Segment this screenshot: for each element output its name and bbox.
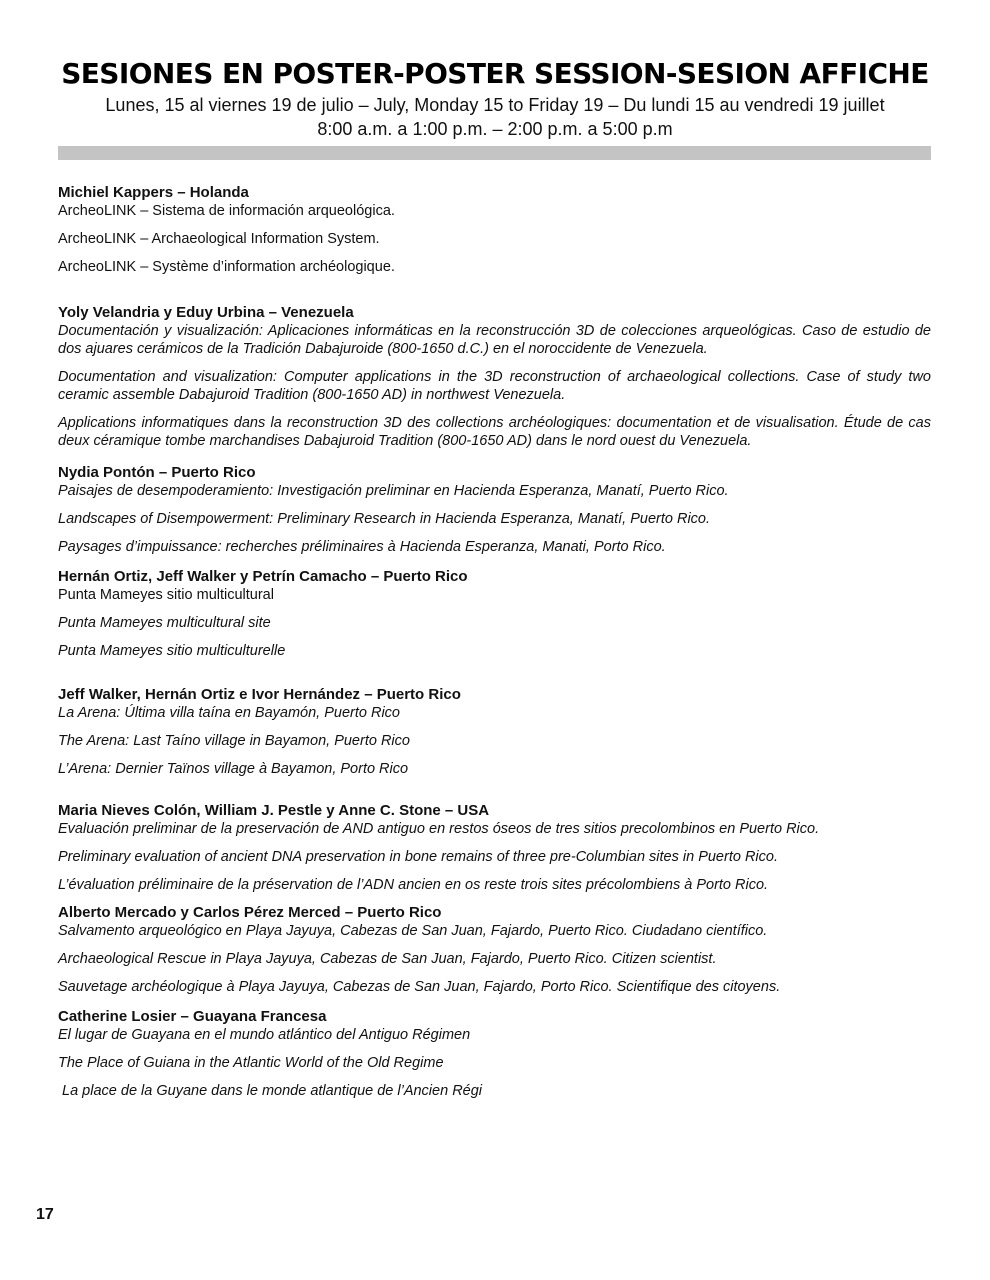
entry-authors: Yoly Velandria y Eduy Urbina – Venezuela (58, 304, 354, 321)
entry-authors: Maria Nieves Colón, William J. Pestle y Anne C. Stone – USA (58, 802, 490, 819)
poster-entry (58, 464, 931, 556)
entry-title-es: ArcheoLINK – Sistema de información arqueológica. (58, 203, 395, 219)
entry-title-es: Salvamento arqueológico en Playa Jayuya, Cabezas de San Juan, Fajardo, Puerto Rico. Ciudadano científico. (58, 923, 768, 939)
entry-title-es: Punta Mameyes sitio multicultural (58, 587, 274, 603)
entry-title-en: Archaeological Rescue in Playa Jayuya, Cabezas de San Juan, Fajardo, Puerto Rico. Citizen scientist. (58, 951, 717, 967)
poster-entry (58, 1008, 931, 1100)
entry-title-en: Landscapes of Disempowerment: Preliminary Research in Hacienda Esperanza, Manatí, Puerto Rico. (58, 511, 711, 527)
poster-entry (58, 304, 931, 450)
entry-authors: Jeff Walker, Hernán Ortiz e Ivor Hernández – Puerto Rico (58, 686, 461, 703)
entry-authors: Hernán Ortiz, Jeff Walker y Petrín Camacho – Puerto Rico (58, 568, 468, 585)
session-dates: Lunes, 15 al viernes 19 de julio – July, Monday 15 to Friday 19 – Du lundi 15 au vendredi 19 juillet (105, 95, 885, 115)
poster-entry (58, 802, 931, 894)
entry-title-fr: L’Arena: Dernier Taïnos village à Bayamon, Porto Rico (58, 761, 409, 777)
entry-title-en: The Arena: Last Taíno village in Bayamon, Puerto Rico (58, 733, 410, 749)
page-header (0, 56, 990, 140)
session-times: 8:00 a.m. a 1:00 p.m. – 2:00 p.m. a 5:00 p.m (317, 119, 673, 139)
poster-entry (58, 568, 931, 660)
poster-entry (58, 686, 931, 778)
entry-title-en: Punta Mameyes multicultural site (58, 615, 271, 631)
page-title: SESIONES EN POSTER-POSTER SESSION-SESION AFFICHE (61, 57, 929, 90)
entry-authors: Michiel Kappers – Holanda (58, 184, 249, 201)
entry-title-fr: Punta Mameyes sitio multiculturelle (58, 643, 286, 659)
poster-list (58, 184, 931, 1110)
entry-title-es: El lugar de Guayana en el mundo atlántico del Antiguo Régimen (58, 1027, 471, 1043)
poster-entry (58, 184, 931, 276)
header-divider (58, 146, 931, 160)
entry-title-fr: Applications informatiques dans la reconstruction 3D des collections archéologiques: documentation et de visualisation. Étude de cas deux céramique tombe marchandises Dabajuroid Tradition (800-1650 AD) dans le nord ouest du Venezuela. (58, 415, 931, 449)
entry-title-es: Documentación y visualización: Aplicaciones informáticas en la reconstrucción 3D de colecciones arqueológicas. Caso de estudio de dos ajuares cerámicos de la Tradición Dabajuroide (800-1650 d.C.) en el noroccidente de Venezuela. (58, 323, 931, 357)
entry-title-fr: La place de la Guyane dans le monde atlantique de l’Ancien Régi (58, 1083, 483, 1099)
entry-title-fr: L’évaluation préliminaire de la préservation de l’ADN ancien en os reste trois sites précolombiens à Porto Rico. (58, 877, 769, 893)
entry-title-es: La Arena: Última villa taína en Bayamón, Puerto Rico (58, 705, 400, 721)
entry-title-es: Paisajes de desempoderamiento: Investigación preliminar en Hacienda Esperanza, Manatí, Puerto Rico. (58, 483, 729, 499)
page-number: 17 (36, 1206, 54, 1223)
entry-title-fr: ArcheoLINK – Système d’information archéologique. (58, 259, 395, 275)
entry-title-en: The Place of Guiana in the Atlantic World of the Old Regime (58, 1055, 444, 1071)
entry-title-en: Documentation and visualization: Computer applications in the 3D reconstruction of archaeological collections. Case of study two ceramic assemble Dabajuroid Tradition (800-1650 AD) in northwest Venezuela. (58, 369, 931, 403)
entry-title-fr: Paysages d’impuissance: recherches préliminaires à Hacienda Esperanza, Manati, Porto Rico. (58, 539, 666, 555)
poster-entry (58, 904, 931, 996)
entry-title-en: Preliminary evaluation of ancient DNA preservation in bone remains of three pre-Columbian sites in Puerto Rico. (58, 849, 778, 865)
entry-authors: Catherine Losier – Guayana Francesa (58, 1008, 327, 1025)
entry-title-en: ArcheoLINK – Archaeological Information System. (58, 231, 380, 247)
entry-authors: Nydia Pontón – Puerto Rico (58, 464, 256, 481)
entry-authors: Alberto Mercado y Carlos Pérez Merced – Puerto Rico (58, 904, 442, 921)
entry-title-fr: Sauvetage archéologique à Playa Jayuya, Cabezas de San Juan, Fajardo, Porto Rico. Scientifique des citoyens. (58, 979, 781, 995)
entry-title-es: Evaluación preliminar de la preservación de AND antiguo en restos óseos de tres sitios precolombinos en Puerto Rico. (58, 821, 820, 837)
